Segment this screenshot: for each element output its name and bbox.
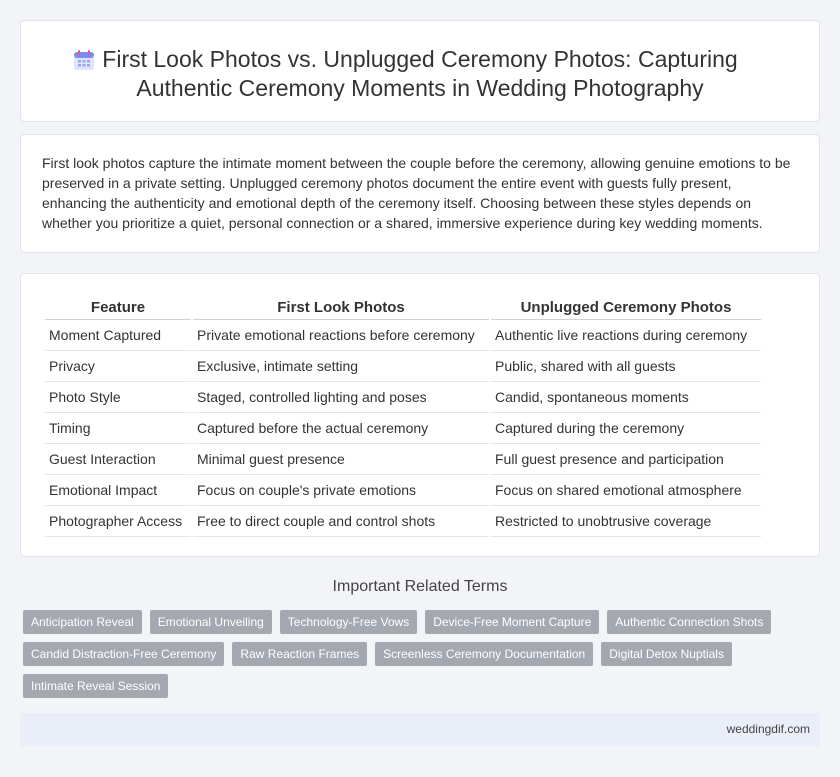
table-header-row — [45, 296, 761, 320]
feature-cell: Timing — [45, 413, 191, 444]
first-look-cell: Free to direct couple and control shots — [193, 506, 489, 537]
related-terms-list — [23, 610, 803, 698]
unplugged-cell: Authentic live reactions during ceremony — [491, 320, 761, 351]
first-look-cell: Captured before the actual ceremony — [193, 413, 489, 444]
tag-screenless-ceremony-documentation[interactable]: Screenless Ceremony Documentation — [375, 642, 593, 666]
tag-intimate-reveal-session[interactable]: Intimate Reveal Session — [23, 674, 168, 698]
feature-cell: Photographer Access — [45, 506, 191, 537]
footer-site-link[interactable]: weddingdif.com — [726, 722, 810, 736]
comparison-card — [20, 273, 820, 557]
unplugged-cell: Candid, spontaneous moments — [491, 382, 761, 413]
intro-text: First look photos capture the intimate moment between the couple before the ceremony, allowing genuine emotions to be preserved in a private setting. Unplugged ceremony photos document the entire event with guests fully present, enhancing the authenticity and emotional depth of the ceremony itself. Choosing between these styles depends on whether you prioritize a quiet, personal connection or a shared, immersive experience during key wedding moments. — [42, 155, 791, 231]
related-terms-title: Important Related Terms — [332, 578, 508, 595]
tag-raw-reaction-frames[interactable]: Raw Reaction Frames — [232, 642, 367, 666]
header-first-look: First Look Photos — [193, 296, 489, 320]
header-unplugged: Unplugged Ceremony Photos — [491, 296, 761, 320]
table-row — [45, 444, 761, 475]
tag-digital-detox-nuptials[interactable]: Digital Detox Nuptials — [601, 642, 732, 666]
unplugged-cell: Full guest presence and participation — [491, 444, 761, 475]
page-title: First Look Photos vs. Unplugged Ceremony Photos: Capturing Authentic Ceremony Moments in Wedding Photography — [102, 46, 738, 101]
tag-authentic-connection-shots[interactable]: Authentic Connection Shots — [607, 610, 771, 634]
tag-emotional-unveiling[interactable]: Emotional Unveiling — [150, 610, 272, 634]
feature-cell: Emotional Impact — [45, 475, 191, 506]
table-row — [45, 413, 761, 444]
unplugged-cell: Focus on shared emotional atmosphere — [491, 475, 761, 506]
title-card — [20, 20, 820, 122]
footer — [20, 713, 820, 746]
tag-technology-free-vows[interactable]: Technology-Free Vows — [280, 610, 417, 634]
tag-candid-distraction-free-ceremony[interactable]: Candid Distraction-Free Ceremony — [23, 642, 224, 666]
feature-cell: Moment Captured — [45, 320, 191, 351]
tag-device-free-moment-capture[interactable]: Device-Free Moment Capture — [425, 610, 599, 634]
table-row — [45, 320, 761, 351]
table-row — [45, 351, 761, 382]
feature-cell: Guest Interaction — [45, 444, 191, 475]
first-look-cell: Minimal guest presence — [193, 444, 489, 475]
first-look-cell: Staged, controlled lighting and poses — [193, 382, 489, 413]
first-look-cell: Private emotional reactions before ceremony — [193, 320, 489, 351]
tag-anticipation-reveal[interactable]: Anticipation Reveal — [23, 610, 142, 634]
header-feature: Feature — [45, 296, 191, 320]
table-row — [45, 382, 761, 413]
table-row — [45, 475, 761, 506]
comparison-table — [43, 296, 763, 537]
first-look-cell: Focus on couple's private emotions — [193, 475, 489, 506]
table-row — [45, 506, 761, 537]
feature-cell: Photo Style — [45, 382, 191, 413]
unplugged-cell: Public, shared with all guests — [491, 351, 761, 382]
intro-card — [20, 134, 820, 253]
unplugged-cell: Captured during the ceremony — [491, 413, 761, 444]
unplugged-cell: Restricted to unobtrusive coverage — [491, 506, 761, 537]
feature-cell: Privacy — [45, 351, 191, 382]
first-look-cell: Exclusive, intimate setting — [193, 351, 489, 382]
